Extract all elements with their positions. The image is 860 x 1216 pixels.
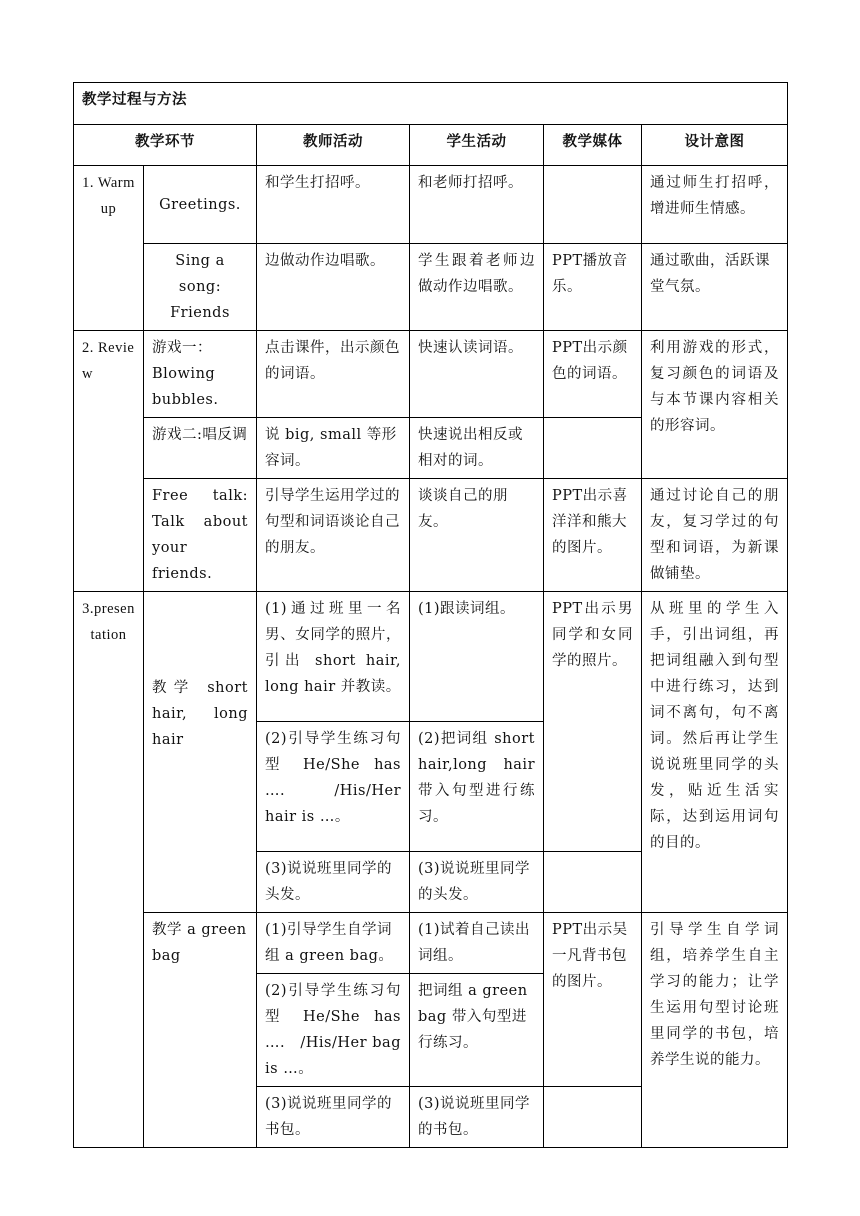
student-activity: (3)说说班里同学的书包。	[410, 1087, 544, 1148]
header-intent: 设计意图	[642, 125, 788, 166]
teacher-activity: (3)说说班里同学的书包。	[257, 1087, 410, 1148]
design-intent: 通过歌曲，活跃课堂气氛。	[642, 244, 788, 331]
step-sing-song-line2: Friends	[170, 305, 230, 321]
step-free-talk: Free talk: Talk about your friends.	[144, 479, 257, 592]
step-sing-song-line1: Sing a song:	[175, 253, 225, 295]
stage-warmup: 1. Warm up	[74, 166, 144, 331]
media-cell: PPT出示喜洋洋和熊大的图片。	[544, 479, 642, 592]
student-activity: 学生跟着老师边做动作边唱歌。	[410, 244, 544, 331]
media-cell	[544, 166, 642, 244]
step-greetings: Greetings.	[144, 166, 257, 244]
teacher-activity: (2)引导学生练习句型 He/She has …. /His/Her hair is …。	[257, 722, 410, 852]
student-activity: 快速说出相反或相对的词。	[410, 418, 544, 479]
stage-presentation: 3.presentation	[74, 592, 144, 1148]
media-cell	[544, 418, 642, 479]
teacher-activity: 说 big, small 等形容词。	[257, 418, 410, 479]
student-activity: (1)跟读词组。	[410, 592, 544, 722]
media-cell: PPT出示颜色的词语。	[544, 331, 642, 418]
lesson-process-table	[73, 82, 788, 1148]
teacher-activity: 和学生打招呼。	[257, 166, 410, 244]
student-activity: (1)试着自己读出词组。	[410, 913, 544, 974]
step-sing-song	[144, 244, 257, 331]
header-student: 学生活动	[410, 125, 544, 166]
teacher-activity: 边做动作边唱歌。	[257, 244, 410, 331]
step-opposite-game: 游戏二:唱反调	[144, 418, 257, 479]
step-green-bag: 教学 a green bag	[144, 913, 257, 1148]
teacher-activity: (1)引导学生自学词组 a green bag。	[257, 913, 410, 974]
media-cell: PPT播放音乐。	[544, 244, 642, 331]
student-activity: 快速认读词语。	[410, 331, 544, 418]
media-cell	[544, 852, 642, 913]
teacher-activity: (3)说说班里同学的头发。	[257, 852, 410, 913]
media-cell: PPT出示吴一凡背书包的图片。	[544, 913, 642, 1087]
student-activity: 把词组 a green bag 带入句型进行练习。	[410, 974, 544, 1087]
design-intent: 从班里的学生入手，引出词组，再把词组融入到句型中进行练习，达到词不离句，句不离词。然后再让学生说说班里同学的头发，贴近生活实际，达到运用词句的目的。	[642, 592, 788, 913]
teacher-activity: (2)引导学生练习句型 He/She has …. /His/Her bag is …。	[257, 974, 410, 1087]
design-intent: 通过师生打招呼，增进师生情感。	[642, 166, 788, 244]
design-intent: 通过讨论自己的朋友，复习学过的句型和词语，为新课做铺垫。	[642, 479, 788, 592]
student-activity: (3)说说班里同学的头发。	[410, 852, 544, 913]
header-stage: 教学环节	[74, 125, 257, 166]
header-media: 教学媒体	[544, 125, 642, 166]
design-intent: 引导学生自学词组，培养学生自主学习的能力；让学生运用句型讨论班里同学的书包，培养学生说的能力。	[642, 913, 788, 1148]
student-activity: 和老师打招呼。	[410, 166, 544, 244]
teacher-activity: 点击课件，出示颜色的词语。	[257, 331, 410, 418]
teacher-activity: 引导学生运用学过的句型和词语谈论自己的朋友。	[257, 479, 410, 592]
stage-review: 2. Review	[74, 331, 144, 592]
teacher-activity: (1)通过班里一名男、女同学的照片，引出 short hair, long hair 并教读。	[257, 592, 410, 722]
header-teacher: 教师活动	[257, 125, 410, 166]
media-cell: PPT出示男同学和女同学的照片。	[544, 592, 642, 852]
step-blowing-bubbles: 游戏一：Blowing bubbles.	[144, 331, 257, 418]
step-hair: 教学 short hair, long hair	[144, 592, 257, 913]
design-intent: 利用游戏的形式，复习颜色的词语及与本节课内容相关的形容词。	[642, 331, 788, 479]
media-cell	[544, 1087, 642, 1148]
student-activity: 谈谈自己的朋友。	[410, 479, 544, 592]
student-activity: (2)把词组 short hair,long hair 带入句型进行练习。	[410, 722, 544, 852]
table-title: 教学过程与方法	[74, 83, 788, 125]
